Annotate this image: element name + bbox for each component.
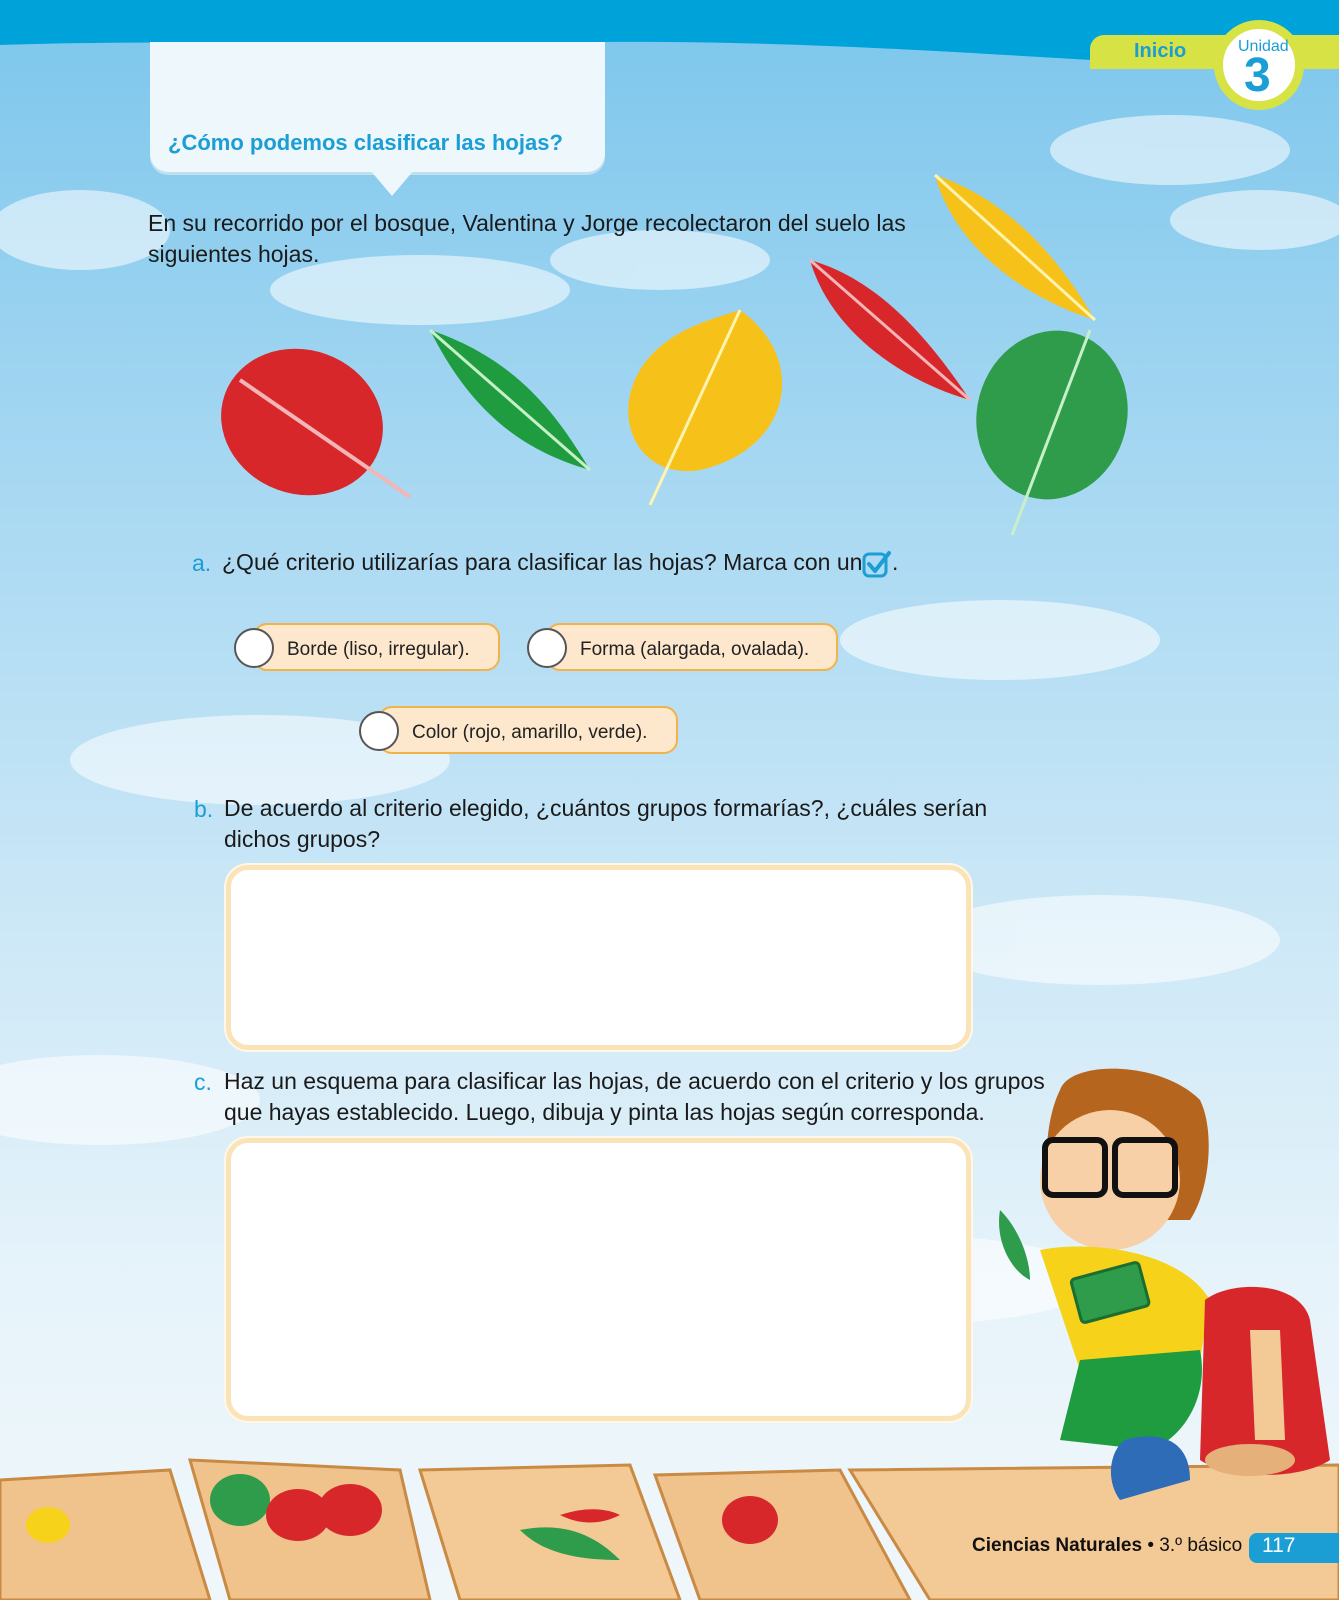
option-color-label: Color (rojo, amarillo, verde). <box>412 722 648 743</box>
question-c-text-line1: Haz un esquema para clasificar las hojas, de acuerdo con el criterio y los grupos <box>224 1068 1045 1094</box>
grade-level: 3.º básico <box>1159 1535 1243 1556</box>
footer-subject <box>972 1535 1242 1557</box>
leaf-yellow-icon <box>628 310 782 505</box>
subject-name: Ciencias Naturales <box>972 1535 1143 1556</box>
leaf-green-icon <box>430 330 590 470</box>
option-color-radio[interactable] <box>359 711 399 751</box>
start-tab-label: Inicio <box>1134 40 1187 62</box>
option-shape-radio[interactable] <box>527 628 567 668</box>
leaf-yellow-icon <box>935 175 1095 320</box>
answer-box-c[interactable] <box>226 1138 971 1421</box>
leaf-red-icon <box>810 260 970 400</box>
option-border-radio[interactable] <box>234 628 274 668</box>
page-number: 117 <box>1262 1534 1296 1557</box>
section-title: ¿Cómo podemos clasificar las hojas? <box>168 130 563 155</box>
intro-text: En su recorrido por el bosque, Valentina y Jorge recolectaron del suelo las siguientes hojas. <box>148 210 906 267</box>
question-a-text: ¿Qué criterio utilizarías para clasificar las hojas? Marca con un <box>222 549 863 575</box>
question-b-text-line2: dichos grupos? <box>224 826 380 852</box>
unit-number: 3 <box>1244 49 1271 102</box>
question-c-text-line2: que hayas establecido. Luego, dibuja y pinta las hojas según corresponda. <box>224 1099 985 1125</box>
option-shape-label: Forma (alargada, ovalada). <box>580 639 810 660</box>
footer-bullet: • <box>1147 1535 1154 1556</box>
leaf-red-icon <box>200 326 410 517</box>
option-border-label: Borde (liso, irregular). <box>287 639 470 660</box>
leaf-green-icon <box>958 313 1147 535</box>
unit-word: Unidad <box>1238 38 1289 55</box>
backpack <box>1200 1287 1330 1476</box>
checkbox-check-icon <box>862 550 892 580</box>
question-b-letter: b. <box>194 796 214 822</box>
title-bubble-tail <box>370 170 414 196</box>
question-b-text-line1: De acuerdo al criterio elegido, ¿cuántos grupos formarías?, ¿cuáles serían <box>224 795 988 821</box>
answer-box-b[interactable] <box>226 865 971 1050</box>
question-a-letter: a. <box>192 550 212 576</box>
question-c-letter: c. <box>194 1069 212 1095</box>
question-a-period: . <box>892 549 899 575</box>
